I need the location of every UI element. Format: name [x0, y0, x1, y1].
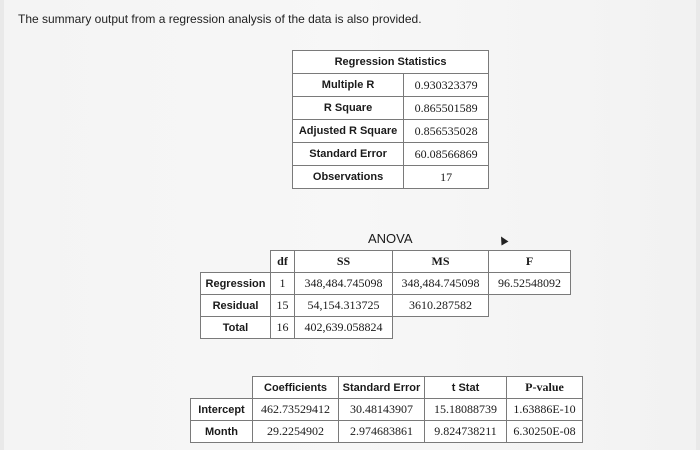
coef-header-p-value: P-value — [507, 377, 583, 399]
coef-p-value: 6.30250E-08 — [507, 421, 583, 443]
coef-t-stat: 15.18088739 — [425, 399, 507, 421]
anova-table — [200, 250, 571, 339]
anova-ss: 54,154.313725 — [295, 295, 393, 317]
anova-header-df: df — [271, 251, 295, 273]
stat-value: 0.930323379 — [404, 74, 489, 97]
coefficients-table — [190, 376, 583, 443]
coef-value: 462.73529412 — [253, 399, 339, 421]
anova-df: 1 — [271, 273, 295, 295]
stat-label: Multiple R — [293, 74, 404, 97]
anova-ss: 402,639.058824 — [295, 317, 393, 339]
coef-t-stat: 9.824738211 — [425, 421, 507, 443]
regression-statistics-table — [292, 50, 489, 189]
anova-header-ss: SS — [295, 251, 393, 273]
anova-ms: 3610.287582 — [393, 295, 489, 317]
intro-text: The summary output from a regression analysis of the data is also provided. — [18, 12, 422, 26]
stat-label: Standard Error — [293, 143, 404, 166]
coef-value: 29.2254902 — [253, 421, 339, 443]
stat-value: 0.865501589 — [404, 97, 489, 120]
stat-value: 0.856535028 — [404, 120, 489, 143]
anova-title: ANOVA — [368, 231, 413, 246]
coef-header-t-stat: t Stat — [425, 377, 507, 399]
anova-header-f: F — [489, 251, 571, 273]
coef-header-standard-error: Standard Error — [339, 377, 425, 399]
stat-label: Adjusted R Square — [293, 120, 404, 143]
stat-label: Observations — [293, 166, 404, 189]
anova-f: 96.52548092 — [489, 273, 571, 295]
anova-df: 15 — [271, 295, 295, 317]
document-page — [4, 0, 696, 450]
stat-label: R Square — [293, 97, 404, 120]
coef-row-label: Month — [191, 421, 253, 443]
coef-row-label: Intercept — [191, 399, 253, 421]
stat-value: 60.08566869 — [404, 143, 489, 166]
stat-value: 17 — [404, 166, 489, 189]
coef-standard-error: 30.48143907 — [339, 399, 425, 421]
regression-statistics-title: Regression Statistics — [293, 51, 489, 74]
anova-row-label: Total — [201, 317, 271, 339]
mouse-cursor-icon — [498, 235, 509, 246]
coef-p-value: 1.63886E-10 — [507, 399, 583, 421]
anova-row-label: Residual — [201, 295, 271, 317]
coef-header-coefficients: Coefficients — [253, 377, 339, 399]
anova-ss: 348,484.745098 — [295, 273, 393, 295]
anova-ms: 348,484.745098 — [393, 273, 489, 295]
coef-standard-error: 2.974683861 — [339, 421, 425, 443]
anova-row-label: Regression — [201, 273, 271, 295]
anova-df: 16 — [271, 317, 295, 339]
anova-header-ms: MS — [393, 251, 489, 273]
